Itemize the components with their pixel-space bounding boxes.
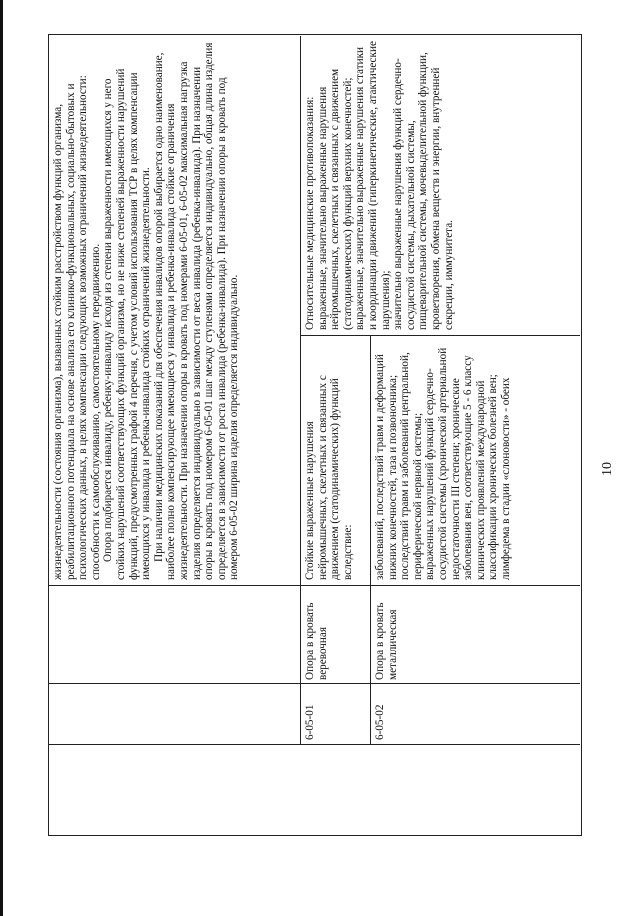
row1-name: Опора в кровать веревочная	[304, 602, 329, 680]
row-line-1	[300, 36, 301, 745]
col-line-1	[48, 835, 580, 836]
contraindication-item: значительно выраженные нарушения функций сердечно-сосудистой системы, дыхательной системы, пищеварительной системы, мочевыделительной функции, кроветворения, обмена веществ и энергии, внутренней секреции, иммунитета.	[392, 52, 455, 330]
row1-indications: Стойкие выраженные нарушения нейромышечных, скелетных и связанных с движением (статодинамических) функций вследствие:	[304, 375, 354, 580]
col-line-3	[48, 683, 580, 684]
intro-paragraph-3: При наличии медицинских показаний для обеспечения инвалидов опорой выбирается одно наименование, наиболее полно компенсирующее имеющиеся у инвалида и ребенка-инвалида стойкие ограничения жизнедеятельности. При назначении опоры в кровать под номерами 6-05-01, 6-05-02 максимальная нагрузка изделия определяется индивидуально в зависимости от веса инвалида (ребенка-инвалида). При назначении опоры в кровать под номером 6-05-01 шаг между ступенями определяется индивидуально, общая длина изделия определяется в зависимости от роста инвалида (ребенка-инвалида). При назначении опоры в кровать под номером 6-05-02 ширина изделия определяется индивидуально.	[152, 42, 241, 580]
col-line-4	[48, 585, 580, 586]
col-line-5	[300, 335, 580, 336]
intro-text	[52, 42, 296, 580]
contraindication-item: выраженные, значительно выраженные нарушения нейромышечных, скелетных и связанных с движением (статодинамических) функций верхних конечностей; выраженные, значительно выраженные нарушения статики и координации движений (гиперкинетические, атактические нарушения);	[316, 41, 392, 330]
contraindications-heading: Относительные медицинские противопоказания:	[304, 96, 316, 330]
indication-item: выраженных нарушений функций сердечно-сосудистой системы (хронической артериальной недостаточности III степени; хронические заболевания вен, соответствующие 5 - 6 классу клинических проявлений международной классификации хронических болезней вен;	[424, 347, 500, 580]
intro-paragraph-2: Опора подбирается инвалиду, ребенку-инвалиду исходя из степени выраженности имеющихся у него стойких нарушений соответствующих функций организма, но не ниже степеней выраженности нарушений функций, предусмотренных графой 4 перечня, с учетом условий использования ТСР в целях компенсации имеющихся у инвалида и ребенка-инвалида стойких ограничений жизнедеятельности.	[102, 68, 153, 580]
contraindications	[304, 40, 576, 330]
intro-paragraph-1: жизнедеятельности (состояния организма), вызванных стойким расстройством функций организма, реабилитационного потенциала на основе анализа его клинико-функциональных, социально-бытовых и психологических данных, в целях компенсации следующих возможных ограничений жизнедеятельности: способности к самообслуживанию, самостоятельному передвижению.	[52, 75, 102, 580]
row1-code: 6-05-01	[304, 704, 316, 740]
row-line-2	[370, 336, 371, 745]
row2-name: Опора в кровать металлическая	[374, 602, 399, 680]
row2-indications	[374, 340, 576, 580]
col-line-2	[48, 744, 580, 745]
page-number: 10	[600, 462, 615, 476]
indication-item: последствий травм и заболеваний центральной, периферической нервной системы;	[399, 352, 424, 580]
indication-item: лимфедема в стадии «слоновости» - обеих	[499, 377, 512, 580]
indication-item: заболеваний, последствий травм и деформаций нижних конечностей, таза и позвоночника;	[374, 354, 399, 580]
row2-code: 6-05-02	[374, 704, 386, 740]
